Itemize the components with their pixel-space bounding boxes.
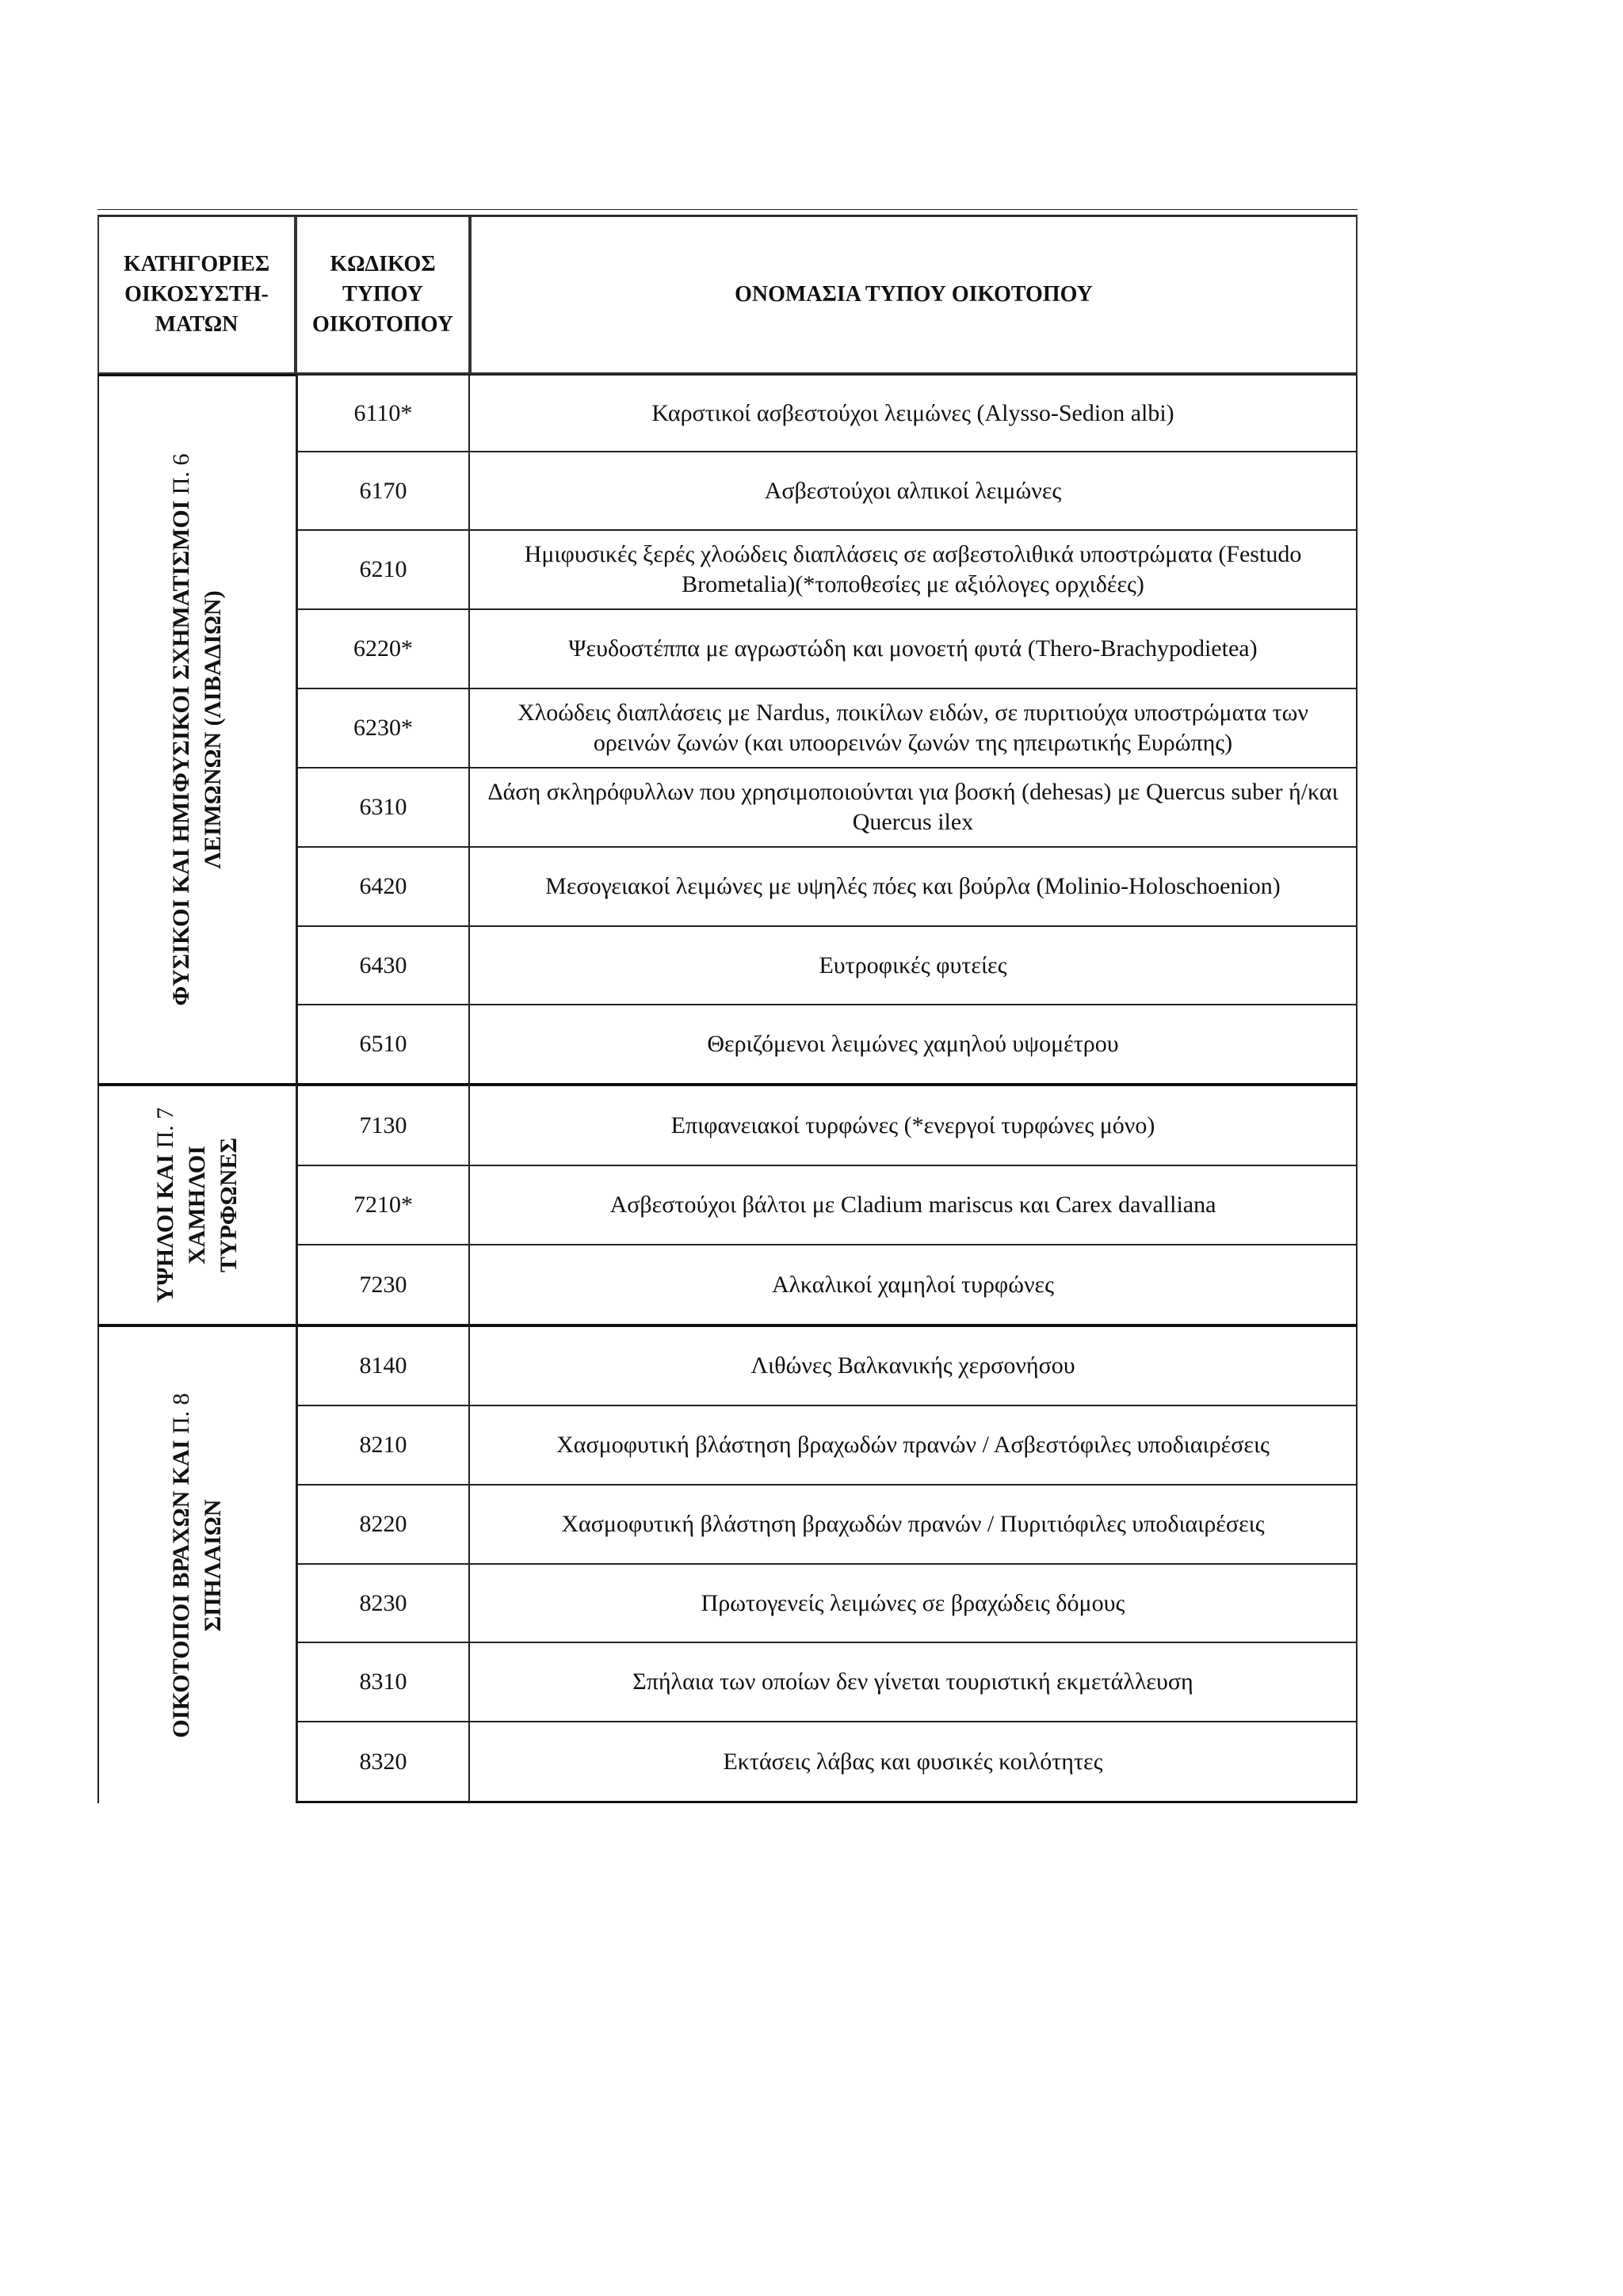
habitat-code: 6510 — [296, 1004, 470, 1083]
habitat-code: 8210 — [296, 1405, 470, 1484]
category-cell — [97, 374, 296, 1083]
table-body — [97, 374, 1358, 1803]
category-label-vertical — [166, 1393, 229, 1737]
habitat-code: 6220* — [296, 608, 470, 688]
appendix-reference: Π. 6 — [168, 453, 194, 495]
category-label-text: ΥΨΗΛΟΙ ΚΑΙ — [152, 1154, 178, 1303]
header-code-line-2: ΤΥΠΟΥ — [342, 282, 423, 307]
habitat-name: Χασμοφυτική βλάστηση βραχωδών πρανών / Πυριτιόφιλες υποδιαιρέσεις — [470, 1484, 1358, 1563]
habitat-name: Σπήλαια των οποίων δεν γίνεται τουριστική εκμετάλλευση — [470, 1642, 1358, 1721]
habitat-code: 6310 — [296, 767, 470, 846]
table-row — [97, 374, 1358, 451]
category-label-line: ΤΥΡΦΩΝΕΣ — [216, 1137, 242, 1273]
category-label-line: ΧΑΜΗΛΟΙ — [184, 1146, 210, 1264]
table-header-row — [97, 215, 1358, 374]
habitat-name: Ημιφυσικές ξερές χλοώδεις διαπλάσεις σε ασβεστολιθικά υποστρώματα (Festudo Brometalia)(*τοποθεσίες με αξιόλογες ορχιδέες) — [470, 529, 1358, 608]
habitat-code: 6430 — [296, 925, 470, 1004]
header-categories-line-3: ΜΑΤΩΝ — [155, 312, 239, 337]
header-code-line-1: ΚΩΔΙΚΟΣ — [330, 252, 436, 277]
category-label-line — [166, 454, 197, 1006]
habitat-name: Καρστικοί ασβεστούχοι λειμώνες (Alysso-Sedion albi) — [470, 374, 1358, 451]
habitat-types-table — [97, 215, 1358, 1803]
category-label-line — [150, 1108, 181, 1303]
appendix-reference: Π. 7 — [152, 1107, 178, 1149]
habitat-code: 7230 — [296, 1244, 470, 1324]
category-cell — [97, 1324, 296, 1803]
habitat-name: Χασμοφυτική βλάστηση βραχωδών πρανών / Ασβεστόφιλες υποδιαιρέσεις — [470, 1405, 1358, 1484]
category-label-vertical — [150, 1108, 245, 1303]
habitat-table-sheet — [97, 209, 1358, 1803]
habitat-code: 6420 — [296, 846, 470, 925]
category-label-line: ΛΕΙΜΩΝΩΝ (ΛΙΒΑΔΙΩΝ) — [200, 590, 226, 869]
habitat-code: 8230 — [296, 1563, 470, 1642]
table-row — [97, 1083, 1358, 1165]
category-cell — [97, 1083, 296, 1324]
habitat-name: Επιφανειακοί τυρφώνες (*ενεργοί τυρφώνες μόνο) — [470, 1083, 1358, 1165]
habitat-name: Μεσογειακοί λειμώνες με υψηλές πόες και βούρλα (Molinio-Holoschoenion) — [470, 846, 1358, 925]
habitat-name: Χλοώδεις διαπλάσεις με Nardus, ποικίλων ειδών, σε πυριτιούχα υποστρώματα των ορεινών ζωνών (και υποορεινών ζωνών της ηπειρωτικής Ευρώπης) — [470, 688, 1358, 767]
category-label-vertical — [166, 454, 229, 1006]
habitat-code: 7210* — [296, 1165, 470, 1244]
habitat-code: 6230* — [296, 688, 470, 767]
habitat-name: Ευτροφικές φυτείες — [470, 925, 1358, 1004]
habitat-name: Δάση σκληρόφυλλων που χρησιμοποιούνται για βοσκή (dehesas) με Quercus suber ή/και Quercus ilex — [470, 767, 1358, 846]
habitat-name: Ασβεστούχοι βάλτοι με Cladium mariscus και Carex davalliana — [470, 1165, 1358, 1244]
habitat-code: 6110* — [296, 374, 470, 451]
habitat-code: 6170 — [296, 451, 470, 529]
habitat-name: Ψευδοστέππα με αγρωστώδη και μονοετή φυτά (Thero-Brachypodietea) — [470, 608, 1358, 688]
habitat-code: 7130 — [296, 1083, 470, 1165]
habitat-code: 8310 — [296, 1642, 470, 1721]
header-code-line-3: ΟΙΚΟΤΟΠΟΥ — [311, 312, 454, 337]
habitat-name: Αλκαλικοί χαμηλοί τυρφώνες — [470, 1244, 1358, 1324]
habitat-name: Εκτάσεις λάβας και φυσικές κοιλότητες — [470, 1721, 1358, 1803]
appendix-reference: Π. 8 — [168, 1392, 194, 1434]
category-label-text: ΟΙΚΟΤΟΠΟΙ ΒΡΑΧΩΝ ΚΑΙ — [168, 1440, 194, 1738]
table-row — [97, 1324, 1358, 1405]
habitat-code: 8320 — [296, 1721, 470, 1803]
table-top-rule — [97, 209, 1358, 215]
category-label-text: ΦΥΣΙΚΟΙ ΚΑΙ ΗΜΙΦΥΣΙΚΟΙ ΣΧΗΜΑΤΙΣΜΟΙ — [168, 500, 194, 1006]
habitat-code: 8140 — [296, 1324, 470, 1405]
habitat-code: 6210 — [296, 529, 470, 608]
habitat-name: Ασβεστούχοι αλπικοί λειμώνες — [470, 451, 1358, 529]
category-label-line: ΣΠΗΛΑΙΩΝ — [200, 1499, 226, 1631]
habitat-name: Πρωτογενείς λειμώνες σε βραχώδεις δόμους — [470, 1563, 1358, 1642]
habitat-code: 8220 — [296, 1484, 470, 1563]
header-categories-line-2: ΟΙΚΟΣΥΣΤΗ- — [124, 282, 269, 307]
header-categories-line-1: ΚΑΤΗΓΟΡΙΕΣ — [123, 252, 270, 277]
category-label-line — [166, 1393, 197, 1737]
habitat-name: Λιθώνες Βαλκανικής χερσονήσου — [470, 1324, 1358, 1405]
habitat-name: Θεριζόμενοι λειμώνες χαμηλού υψομέτρου — [470, 1004, 1358, 1083]
header-categories — [97, 215, 296, 374]
header-name: ΟΝΟΜΑΣΙΑ ΤΥΠΟΥ ΟΙΚΟΤΟΠΟΥ — [470, 215, 1358, 374]
header-code — [296, 215, 470, 374]
